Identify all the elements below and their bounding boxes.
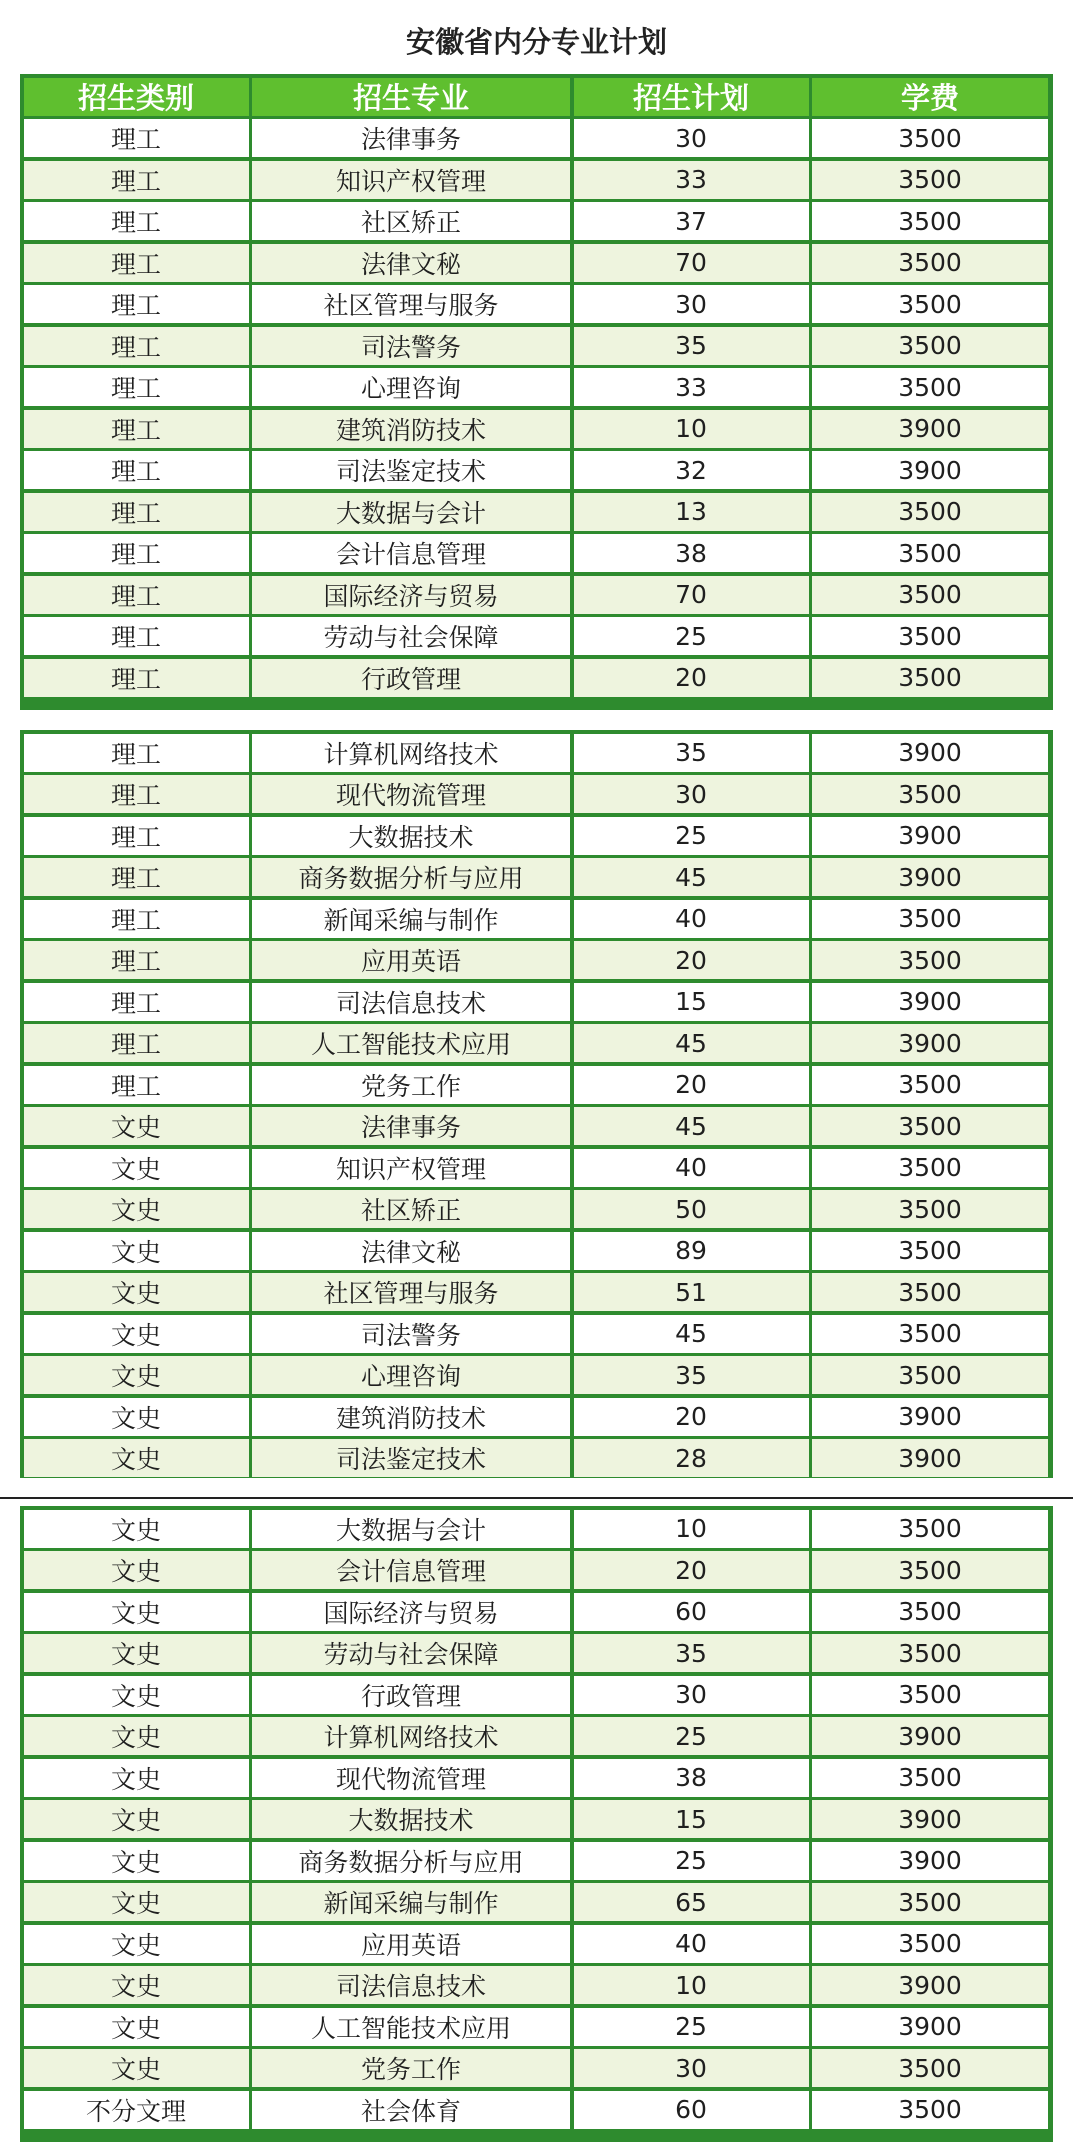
major-cell: 大数据与会计 (252, 493, 570, 531)
category-cell: 文史 (24, 1925, 249, 1963)
table-row (20, 451, 1053, 489)
plan-cell: 40 (574, 1149, 809, 1187)
plan-cell: 20 (574, 1398, 809, 1436)
table-section-3 (20, 1506, 1053, 2142)
tuition-cell: 3500 (812, 2091, 1048, 2129)
major-cell: 大数据技术 (252, 817, 570, 855)
major-cell: 社区矫正 (252, 1190, 570, 1228)
table-row (20, 1273, 1053, 1311)
category-cell: 理工 (24, 202, 249, 240)
table-row (20, 1551, 1053, 1589)
table-row (20, 244, 1053, 282)
table-row (20, 1356, 1053, 1394)
tuition-cell: 3900 (812, 1842, 1048, 1880)
major-cell: 人工智能技术应用 (252, 1024, 570, 1062)
category-cell: 文史 (24, 1107, 249, 1145)
tuition-cell: 3500 (812, 1190, 1048, 1228)
category-cell: 文史 (24, 1634, 249, 1672)
tuition-cell: 3500 (812, 1759, 1048, 1797)
major-cell: 应用英语 (252, 1925, 570, 1963)
category-cell: 文史 (24, 1315, 249, 1353)
table-row (20, 576, 1053, 614)
plan-cell: 10 (574, 1966, 809, 2004)
major-cell: 行政管理 (252, 659, 570, 697)
tuition-cell: 3500 (812, 1356, 1048, 1394)
plan-cell: 37 (574, 202, 809, 240)
major-cell: 劳动与社会保障 (252, 617, 570, 655)
major-cell: 司法警务 (252, 327, 570, 365)
plan-cell: 35 (574, 1356, 809, 1394)
major-cell: 会计信息管理 (252, 1551, 570, 1589)
major-cell: 社会体育 (252, 2091, 570, 2129)
table-row (20, 1232, 1053, 1270)
category-cell: 文史 (24, 1883, 249, 1921)
table-row (20, 534, 1053, 572)
page-divider (0, 1497, 1073, 1499)
category-cell: 理工 (24, 534, 249, 572)
tuition-cell: 3900 (812, 734, 1048, 772)
major-cell: 行政管理 (252, 1676, 570, 1714)
major-cell: 社区矫正 (252, 202, 570, 240)
tuition-cell: 3500 (812, 1066, 1048, 1104)
major-cell: 心理咨询 (252, 368, 570, 406)
tuition-cell: 3500 (812, 941, 1048, 979)
category-cell: 文史 (24, 1232, 249, 1270)
category-cell: 文史 (24, 1510, 249, 1548)
tuition-cell: 3900 (812, 817, 1048, 855)
category-cell: 理工 (24, 900, 249, 938)
category-cell: 理工 (24, 161, 249, 199)
table-row (20, 327, 1053, 365)
major-cell: 新闻采编与制作 (252, 1883, 570, 1921)
major-cell: 社区管理与服务 (252, 1273, 570, 1311)
tuition-cell: 3500 (812, 1273, 1048, 1311)
plan-cell: 30 (574, 2049, 809, 2087)
tuition-cell: 3500 (812, 327, 1048, 365)
tuition-cell: 3900 (812, 1717, 1048, 1755)
plan-cell: 35 (574, 734, 809, 772)
major-cell: 新闻采编与制作 (252, 900, 570, 938)
table-row (20, 1066, 1053, 1104)
category-cell: 文史 (24, 1551, 249, 1589)
category-cell: 理工 (24, 1066, 249, 1104)
plan-cell: 89 (574, 1232, 809, 1270)
plan-cell: 50 (574, 1190, 809, 1228)
page-title: 安徽省内分专业计划 (405, 25, 667, 59)
tuition-cell: 3900 (812, 1024, 1048, 1062)
category-cell: 理工 (24, 576, 249, 614)
category-cell: 文史 (24, 1800, 249, 1838)
tuition-cell: 3500 (812, 1510, 1048, 1548)
tuition-cell: 3500 (812, 617, 1048, 655)
plan-cell: 25 (574, 1717, 809, 1755)
category-cell: 理工 (24, 617, 249, 655)
plan-cell: 10 (574, 410, 809, 448)
plan-cell: 20 (574, 1066, 809, 1104)
major-cell: 大数据技术 (252, 1800, 570, 1838)
table-row (20, 119, 1053, 157)
header-category: 招生类别 (24, 78, 249, 116)
table-row (20, 2049, 1053, 2087)
major-cell: 人工智能技术应用 (252, 2008, 570, 2046)
tuition-cell: 3500 (812, 1149, 1048, 1187)
table-row (20, 1800, 1053, 1838)
tuition-cell: 3900 (812, 410, 1048, 448)
header-plan: 招生计划 (574, 78, 809, 116)
major-cell: 法律文秘 (252, 244, 570, 282)
category-cell: 理工 (24, 941, 249, 979)
major-cell: 商务数据分析与应用 (252, 1842, 570, 1880)
table-row (20, 202, 1053, 240)
plan-cell: 33 (574, 368, 809, 406)
plan-cell: 30 (574, 285, 809, 323)
table-row (20, 659, 1053, 697)
table-row (20, 1925, 1053, 1963)
plan-cell: 20 (574, 659, 809, 697)
plan-cell: 25 (574, 1842, 809, 1880)
tuition-cell: 3500 (812, 2049, 1048, 2087)
plan-cell: 25 (574, 617, 809, 655)
plan-cell: 13 (574, 493, 809, 531)
plan-cell: 60 (574, 2091, 809, 2129)
major-cell: 国际经济与贸易 (252, 1593, 570, 1631)
major-cell: 党务工作 (252, 1066, 570, 1104)
major-cell: 建筑消防技术 (252, 1398, 570, 1436)
plan-cell: 20 (574, 1551, 809, 1589)
plan-cell: 35 (574, 1634, 809, 1672)
tuition-cell: 3900 (812, 1398, 1048, 1436)
major-cell: 大数据与会计 (252, 1510, 570, 1548)
table-row (20, 493, 1053, 531)
table-row (20, 1398, 1053, 1436)
table-row (20, 1439, 1053, 1477)
category-cell: 理工 (24, 285, 249, 323)
plan-cell: 32 (574, 451, 809, 489)
major-cell: 心理咨询 (252, 1356, 570, 1394)
tuition-cell: 3500 (812, 1883, 1048, 1921)
tuition-cell: 3500 (812, 1676, 1048, 1714)
plan-cell: 33 (574, 161, 809, 199)
table-row (20, 858, 1053, 896)
tuition-cell: 3900 (812, 983, 1048, 1021)
major-cell: 司法鉴定技术 (252, 1439, 570, 1477)
table-row (20, 983, 1053, 1021)
category-cell: 文史 (24, 1759, 249, 1797)
table-row (20, 1966, 1053, 2004)
table-row (20, 1593, 1053, 1631)
major-cell: 应用英语 (252, 941, 570, 979)
tuition-cell: 3500 (812, 1925, 1048, 1963)
plan-cell: 30 (574, 775, 809, 813)
major-cell: 劳动与社会保障 (252, 1634, 570, 1672)
category-cell: 理工 (24, 983, 249, 1021)
major-cell: 国际经济与贸易 (252, 576, 570, 614)
tuition-cell: 3500 (812, 202, 1048, 240)
major-cell: 计算机网络技术 (252, 734, 570, 772)
table-row (20, 2008, 1053, 2046)
plan-cell: 45 (574, 1315, 809, 1353)
table-row (20, 1107, 1053, 1145)
major-cell: 商务数据分析与应用 (252, 858, 570, 896)
plan-cell: 25 (574, 2008, 809, 2046)
tuition-cell: 3900 (812, 2008, 1048, 2046)
table-row (20, 1759, 1053, 1797)
table-section-1 (20, 74, 1053, 710)
category-cell: 文史 (24, 1190, 249, 1228)
plan-cell: 25 (574, 817, 809, 855)
table-row (20, 941, 1053, 979)
category-cell: 理工 (24, 410, 249, 448)
table-row (20, 368, 1053, 406)
category-cell: 文史 (24, 1717, 249, 1755)
table-row (20, 775, 1053, 813)
tuition-cell: 3500 (812, 368, 1048, 406)
category-cell: 理工 (24, 659, 249, 697)
category-cell: 理工 (24, 1024, 249, 1062)
category-cell: 理工 (24, 119, 249, 157)
category-cell: 文史 (24, 2049, 249, 2087)
tuition-cell: 3500 (812, 900, 1048, 938)
category-cell: 理工 (24, 775, 249, 813)
tuition-cell: 3500 (812, 1634, 1048, 1672)
major-cell: 司法信息技术 (252, 1966, 570, 2004)
plan-cell: 10 (574, 1510, 809, 1548)
tuition-cell: 3500 (812, 119, 1048, 157)
plan-cell: 38 (574, 534, 809, 572)
tuition-cell: 3900 (812, 858, 1048, 896)
plan-cell: 70 (574, 576, 809, 614)
table-row (20, 1883, 1053, 1921)
major-cell: 法律文秘 (252, 1232, 570, 1270)
category-cell: 文史 (24, 1149, 249, 1187)
tuition-cell: 3500 (812, 493, 1048, 531)
category-cell: 文史 (24, 1842, 249, 1880)
tuition-cell: 3500 (812, 775, 1048, 813)
tuition-cell: 3900 (812, 1439, 1048, 1477)
table-section-2 (20, 730, 1053, 1478)
table-row (20, 1717, 1053, 1755)
major-cell: 知识产权管理 (252, 1149, 570, 1187)
tuition-cell: 3900 (812, 1800, 1048, 1838)
major-cell: 司法鉴定技术 (252, 451, 570, 489)
tuition-cell: 3500 (812, 285, 1048, 323)
plan-cell: 51 (574, 1273, 809, 1311)
table-row (20, 410, 1053, 448)
plan-cell: 45 (574, 1024, 809, 1062)
category-cell: 理工 (24, 493, 249, 531)
plan-cell: 38 (574, 1759, 809, 1797)
category-cell: 不分文理 (24, 2091, 249, 2129)
plan-cell: 40 (574, 1925, 809, 1963)
major-cell: 法律事务 (252, 1107, 570, 1145)
header-major: 招生专业 (252, 78, 570, 116)
table-row (20, 900, 1053, 938)
category-cell: 理工 (24, 734, 249, 772)
tuition-cell: 3500 (812, 576, 1048, 614)
tuition-cell: 3500 (812, 1593, 1048, 1631)
category-cell: 理工 (24, 244, 249, 282)
tuition-cell: 3900 (812, 1966, 1048, 2004)
plan-cell: 40 (574, 900, 809, 938)
table-row (20, 1510, 1053, 1548)
tuition-cell: 3500 (812, 161, 1048, 199)
table-row (20, 1842, 1053, 1880)
table-row (20, 1676, 1053, 1714)
plan-cell: 28 (574, 1439, 809, 1477)
major-cell: 计算机网络技术 (252, 1717, 570, 1755)
table-row (20, 285, 1053, 323)
plan-cell: 20 (574, 941, 809, 979)
category-cell: 文史 (24, 1273, 249, 1311)
plan-cell: 65 (574, 1883, 809, 1921)
table-row (20, 617, 1053, 655)
plan-cell: 30 (574, 1676, 809, 1714)
plan-cell: 30 (574, 119, 809, 157)
category-cell: 理工 (24, 858, 249, 896)
category-cell: 文史 (24, 1356, 249, 1394)
major-cell: 知识产权管理 (252, 161, 570, 199)
major-cell: 社区管理与服务 (252, 285, 570, 323)
major-cell: 司法警务 (252, 1315, 570, 1353)
tuition-cell: 3900 (812, 451, 1048, 489)
major-cell: 司法信息技术 (252, 983, 570, 1021)
table-header-row (20, 78, 1053, 116)
major-cell: 党务工作 (252, 2049, 570, 2087)
major-cell: 法律事务 (252, 119, 570, 157)
category-cell: 理工 (24, 368, 249, 406)
category-cell: 文史 (24, 1676, 249, 1714)
tuition-cell: 3500 (812, 1107, 1048, 1145)
plan-cell: 60 (574, 1593, 809, 1631)
header-tuition: 学费 (812, 78, 1048, 116)
major-cell: 会计信息管理 (252, 534, 570, 572)
category-cell: 文史 (24, 1398, 249, 1436)
tuition-cell: 3500 (812, 244, 1048, 282)
major-cell: 现代物流管理 (252, 1759, 570, 1797)
tuition-cell: 3500 (812, 1315, 1048, 1353)
plan-cell: 15 (574, 983, 809, 1021)
plan-cell: 70 (574, 244, 809, 282)
plan-cell: 15 (574, 1800, 809, 1838)
table-row (20, 1149, 1053, 1187)
table-row (20, 2091, 1053, 2129)
table-row (20, 1190, 1053, 1228)
category-cell: 文史 (24, 2008, 249, 2046)
table-row (20, 1634, 1053, 1672)
table-row (20, 734, 1053, 772)
tuition-cell: 3500 (812, 1551, 1048, 1589)
category-cell: 理工 (24, 327, 249, 365)
plan-cell: 45 (574, 1107, 809, 1145)
table-row (20, 1024, 1053, 1062)
category-cell: 理工 (24, 817, 249, 855)
table-row (20, 817, 1053, 855)
category-cell: 文史 (24, 1966, 249, 2004)
tuition-cell: 3500 (812, 534, 1048, 572)
tuition-cell: 3500 (812, 659, 1048, 697)
major-cell: 现代物流管理 (252, 775, 570, 813)
tuition-cell: 3500 (812, 1232, 1048, 1270)
table-row (20, 161, 1053, 199)
plan-cell: 35 (574, 327, 809, 365)
category-cell: 文史 (24, 1593, 249, 1631)
category-cell: 理工 (24, 451, 249, 489)
major-cell: 建筑消防技术 (252, 410, 570, 448)
category-cell: 文史 (24, 1439, 249, 1477)
table-row (20, 1315, 1053, 1353)
plan-cell: 45 (574, 858, 809, 896)
